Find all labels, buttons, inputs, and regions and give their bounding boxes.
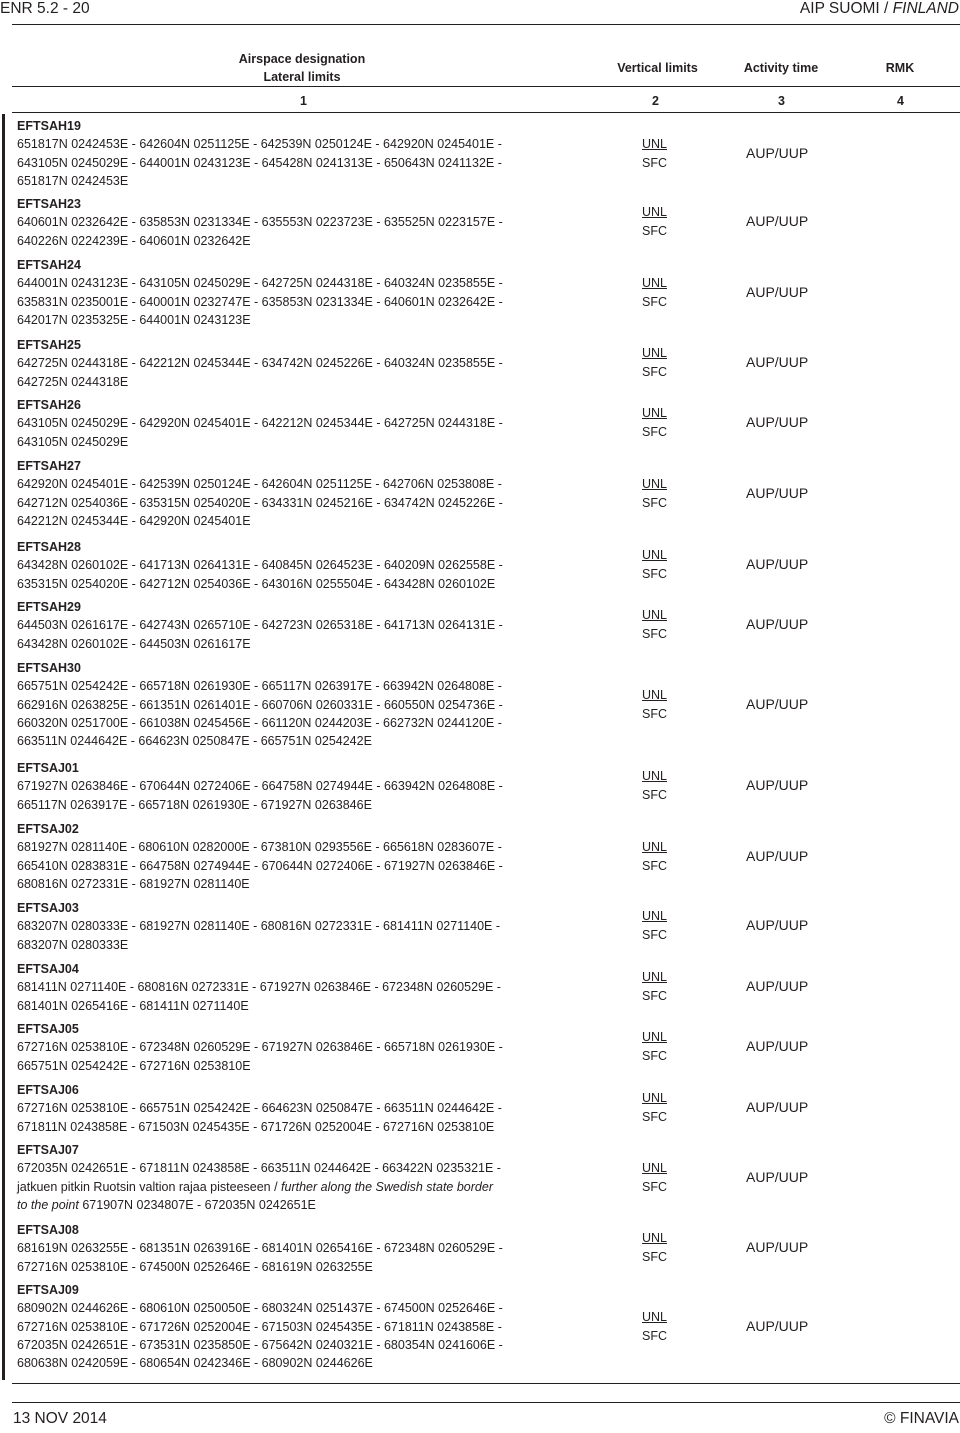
lower-limit: SFC [642,1250,667,1265]
airspace-name: EFTSAJ08 [17,1223,79,1237]
vertical-limits [642,838,667,876]
coordinate-line: 642017N 0235325E - 644001N 0243123E [17,312,251,327]
upper-limit: UNL [642,1160,668,1175]
footer-rule [12,1402,960,1403]
coordinate-line: 671927N 0263846E - 670644N 0272406E - 664758N 0274944E - 663942N 0264808E - [17,779,503,794]
airspace-entry [17,457,617,530]
col1-heading-line2: Lateral limits [263,70,341,84]
lower-limit: SFC [642,567,667,582]
footer-date: 13 NOV 2014 [13,1410,107,1427]
vertical-limits [642,606,667,644]
change-bar [2,114,5,1380]
airspace-name: EFTSAJ06 [17,1083,79,1097]
airspace-entry [17,256,617,329]
upper-limit: UNL [642,476,668,491]
coordinate-line: 683207N 0280333E - 681927N 0281140E - 680816N 0272331E - 681411N 0271140E - [17,919,501,934]
airspace-name: EFTSAJ02 [17,822,79,836]
col1-heading-line1: Airspace designation [238,52,366,66]
coordinate-line: 635831N 0235001E - 640001N 0232747E - 635853N 0231334E - 640601N 0232642E - [17,294,503,309]
airspace-name: EFTSAJ04 [17,962,79,976]
coordinate-line: 651817N 0242453E - 642604N 0251125E - 642539N 0250124E - 642920N 0245401E - [17,137,502,152]
upper-limit: UNL [642,1030,668,1045]
upper-limit: UNL [642,136,668,151]
col3-heading: Activity time [743,61,819,75]
coordinate-line: 640226N 0224239E - 640601N 0232642E [17,233,251,248]
airspace-name: EFTSAJ09 [17,1283,79,1297]
airspace-entry [17,195,617,250]
coordinate-line: 644001N 0243123E - 643105N 0245029E - 642725N 0244318E - 640324N 0235855E - [17,276,503,291]
vertical-limits [642,475,667,513]
activity-time: AUP/UUP [746,616,809,633]
lower-limit: SFC [642,1328,667,1343]
coordinate-line: 643105N 0245029E [17,434,129,449]
text-finnish: jatkuen pitkin Ruotsin valtion rajaa pisteeseen / [17,1179,282,1194]
activity-time: AUP/UUP [746,978,809,995]
vertical-limits [642,404,667,442]
upper-limit: UNL [642,909,668,924]
upper-limit: UNL [642,346,668,361]
coordinate-line: 672716N 0253810E - 665751N 0254242E - 664623N 0250847E - 663511N 0244642E - [17,1101,502,1116]
upper-limit: UNL [642,839,668,854]
coordinate-text: 671907N 0234807E - 672035N 0242651E [78,1197,316,1212]
airspace-entry [17,598,617,653]
coordinate-line: 640601N 0232642E - 635853N 0231334E - 635553N 0223723E - 635525N 0223157E - [17,215,503,230]
lower-limit: SFC [642,627,667,642]
vertical-limits [642,1028,667,1066]
coordinate-line: 635315N 0254020E - 642712N 0254036E - 643016N 0255504E - 643428N 0260102E [17,576,496,591]
coordinate-line: 642920N 0245401E - 642539N 0250124E - 642604N 0251125E - 642706N 0253808E - [17,477,502,492]
coordinate-line: 643105N 0245029E - 642920N 0245401E - 642212N 0245344E - 642725N 0244318E - [17,416,503,431]
airspace-name: EFTSAH28 [17,540,81,554]
upper-limit: UNL [642,970,668,985]
vertical-limits [642,1308,667,1346]
col1-number: 1 [300,94,307,108]
airspace-entry [17,1281,617,1372]
airspace-entry [17,396,617,451]
vertical-limits [642,135,667,173]
coordinate-line: 663511N 0244642E - 664623N 0250847E - 665751N 0254242E [17,734,372,749]
vertical-limits [642,1089,667,1127]
lower-limit: SFC [642,1049,667,1064]
activity-time: AUP/UUP [746,414,809,431]
lower-limit: SFC [642,788,667,803]
table-bottom-rule [12,1383,960,1384]
coordinate-line: 642725N 0244318E - 642212N 0245344E - 634742N 0245226E - 640324N 0235855E - [17,356,503,371]
lower-limit: SFC [642,294,667,309]
coordinate-line: 665117N 0263917E - 665718N 0261930E - 671927N 0263846E [17,797,372,812]
coordinate-line: 643428N 0260102E - 641713N 0264131E - 640845N 0264523E - 640209N 0262558E - [17,558,503,573]
activity-time: AUP/UUP [746,556,809,573]
coordinate-line: 644503N 0261617E - 642743N 0265710E - 642723N 0265318E - 641713N 0264131E - [17,618,503,633]
coordinate-line: 642725N 0244318E [17,374,129,389]
page-header-section: ENR 5.2 - 20 [0,0,90,17]
lower-limit: SFC [642,495,667,510]
lower-limit: SFC [642,365,667,380]
activity-time: AUP/UUP [746,1239,809,1256]
airspace-name: EFTSAH26 [17,398,81,412]
upper-limit: UNL [642,406,668,421]
airspace-name: EFTSAH19 [17,119,81,133]
airspace-name: EFTSAH25 [17,338,81,352]
activity-time: AUP/UUP [746,1317,809,1334]
vertical-limits [642,767,667,805]
lower-limit: SFC [642,989,667,1004]
vertical-limits [642,1229,667,1267]
coordinate-line: 680902N 0244626E - 680610N 0250050E - 680324N 0251437E - 674500N 0252646E - [17,1301,503,1316]
upper-limit: UNL [642,205,668,220]
page-header-publication [800,0,959,18]
airspace-name: EFTSAJ03 [17,901,79,915]
coordinate-line: 680638N 0242059E - 680654N 0242346E - 680902N 0244626E [17,1356,373,1371]
lower-limit: SFC [642,224,667,239]
upper-limit: UNL [642,1091,668,1106]
footer-copyright: © FINAVIA [884,1410,959,1427]
upper-limit: UNL [642,1309,668,1324]
coordinate-line: 642212N 0245344E - 642920N 0245401E [17,513,251,528]
lower-limit: SFC [642,858,667,873]
header-divider [12,86,960,87]
lower-limit: SFC [642,706,667,721]
coordinate-line: 643428N 0260102E - 644503N 0261617E [17,636,251,651]
upper-limit: UNL [642,548,668,563]
coordinate-line: 660320N 0251700E - 661038N 0245456E - 661120N 0244203E - 662732N 0244120E - [17,715,502,730]
activity-time: AUP/UUP [746,1038,809,1055]
lower-limit: SFC [642,425,667,440]
activity-time: AUP/UUP [746,484,809,501]
activity-time: AUP/UUP [746,213,809,230]
airspace-entry [17,538,617,593]
coordinate-line: 642712N 0254036E - 635315N 0254020E - 634331N 0245216E - 634742N 0245226E - [17,495,503,510]
airspace-entry [17,336,617,391]
text-english: to the point [17,1197,79,1212]
vertical-limits [642,274,667,312]
coordinate-line: 672035N 0242651E - 673531N 0235850E - 675642N 0240321E - 680354N 0241606E - [17,1337,503,1352]
activity-time: AUP/UUP [746,1168,809,1185]
airspace-entry [17,759,617,814]
activity-time: AUP/UUP [746,847,809,864]
airspace-entry [17,899,617,954]
airspace-entry [17,1020,617,1075]
coordinate-line: 672716N 0253810E - 671726N 0252004E - 671503N 0245435E - 671811N 0243858E - [17,1319,502,1334]
coordinate-line [17,1196,617,1214]
vertical-limits [642,968,667,1006]
text-english: further along the Swedish state border [281,1179,493,1194]
col2-number: 2 [652,94,659,108]
header-country: FINLAND [892,0,959,17]
lower-limit: SFC [642,155,667,170]
upper-limit: UNL [642,687,668,702]
coordinate-line: 665410N 0283831E - 664758N 0274944E - 670644N 0272406E - 671927N 0263846E - [17,858,503,873]
upper-limit: UNL [642,608,668,623]
coordinate-line: 672035N 0242651E - 671811N 0243858E - 663511N 0244642E - 663422N 0235321E - [17,1161,501,1176]
airspace-entry [17,1081,617,1136]
activity-time: AUP/UUP [746,283,809,300]
col2-heading: Vertical limits [617,61,698,75]
coordinate-line: 683207N 0280333E [17,937,129,952]
vertical-limits [642,546,667,584]
coordinate-line: 672716N 0253810E - 674500N 0252646E - 681619N 0263255E [17,1259,373,1274]
airspace-entry [17,1141,617,1214]
coordinate-line: 681401N 0265416E - 681411N 0271140E [17,998,249,1013]
lower-limit: SFC [642,928,667,943]
lower-limit: SFC [642,1110,667,1125]
airspace-entry [17,117,617,190]
coordinate-line: 662916N 0263825E - 661351N 0261401E - 660706N 0260331E - 660550N 0254736E - [17,697,503,712]
coordinate-line: 680816N 0272331E - 681927N 0281140E [17,876,250,891]
coordinate-line: 671811N 0243858E - 671503N 0245435E - 671726N 0252004E - 672716N 0253810E [17,1119,495,1134]
airspace-name: EFTSAH24 [17,258,81,272]
upper-limit: UNL [642,275,668,290]
col1-heading [202,50,402,86]
col3-number: 3 [778,94,785,108]
airspace-entry [17,820,617,893]
airspace-name: EFTSAH23 [17,197,81,211]
airspace-name: EFTSAH30 [17,661,81,675]
coordinate-line: 672716N 0253810E - 672348N 0260529E - 671927N 0263846E - 665718N 0261930E - [17,1040,503,1055]
coordinate-line: 651817N 0242453E [17,173,129,188]
airspace-name: EFTSAJ07 [17,1143,79,1157]
airspace-entry [17,960,617,1015]
airspace-entry [17,1221,617,1276]
activity-time: AUP/UUP [746,777,809,794]
activity-time: AUP/UUP [746,1099,809,1116]
airspace-name: EFTSAH27 [17,459,81,473]
col4-number: 4 [897,94,904,108]
coordinate-line [17,1178,617,1196]
coordinate-line: 643105N 0245029E - 644001N 0243123E - 645428N 0241313E - 650643N 0241132E - [17,155,502,170]
airspace-entry [17,659,617,750]
vertical-limits [642,907,667,945]
coordinate-line: 665751N 0254242E - 672716N 0253810E [17,1058,251,1073]
activity-time: AUP/UUP [746,917,809,934]
vertical-limits [642,686,667,724]
coordinate-line: 681927N 0281140E - 680610N 0282000E - 673810N 0293556E - 665618N 0283607E - [17,840,502,855]
airspace-name: EFTSAJ05 [17,1022,79,1036]
upper-limit: UNL [642,769,668,784]
vertical-limits [642,344,667,382]
airspace-name: EFTSAJ01 [17,761,79,775]
header-rule [12,24,960,25]
activity-time: AUP/UUP [746,695,809,712]
coordinate-line: 681411N 0271140E - 680816N 0272331E - 671927N 0263846E - 672348N 0260529E - [17,980,501,995]
lower-limit: SFC [642,1179,667,1194]
activity-time: AUP/UUP [746,354,809,371]
number-row-rule [12,112,960,113]
coordinate-line: 681619N 0263255E - 681351N 0263916E - 681401N 0265416E - 672348N 0260529E - [17,1241,503,1256]
col4-heading: RMK [885,61,915,75]
upper-limit: UNL [642,1231,668,1246]
vertical-limits [642,1159,667,1197]
activity-time: AUP/UUP [746,144,809,161]
header-prefix: AIP SUOMI / [799,0,893,17]
airspace-name: EFTSAH29 [17,600,81,614]
coordinate-line: 665751N 0254242E - 665718N 0261930E - 665117N 0263917E - 663942N 0264808E - [17,679,502,694]
vertical-limits [642,203,667,241]
